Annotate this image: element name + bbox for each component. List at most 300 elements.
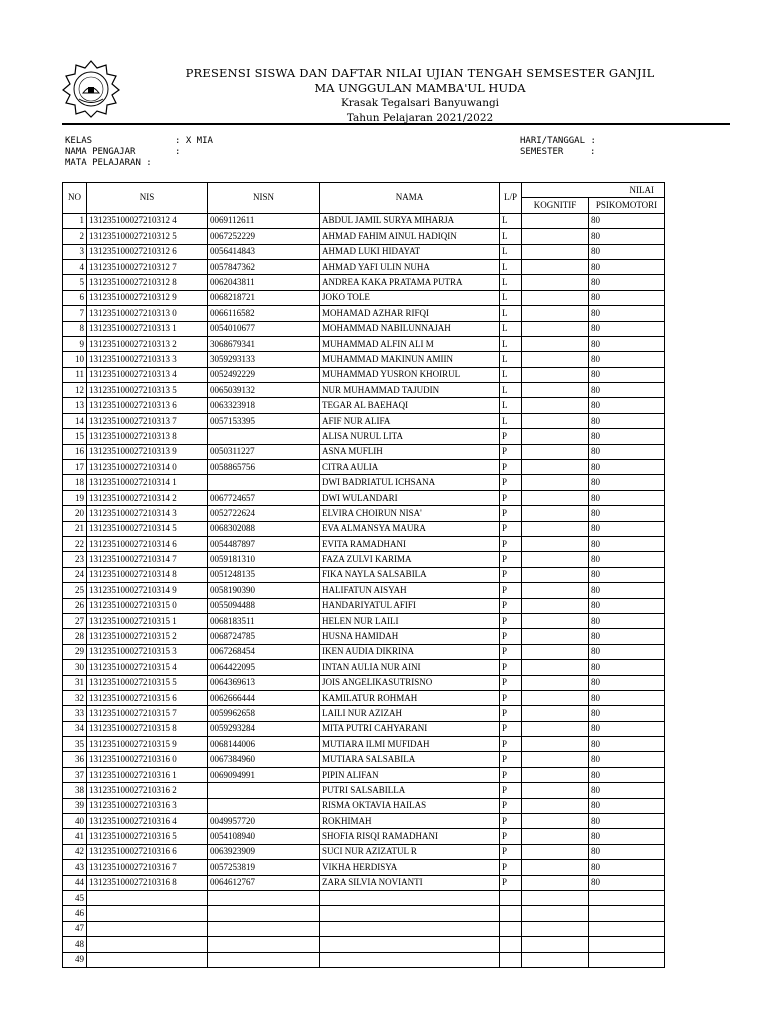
cell-nis: 131235100027210316 2	[87, 783, 208, 798]
table-row	[63, 875, 665, 890]
cell-kog	[522, 937, 589, 952]
cell-lp: L	[500, 213, 522, 228]
academic-year: Tahun Pelajaran 2021/2022	[346, 112, 494, 124]
table-row	[63, 567, 665, 582]
cell-nama	[320, 952, 500, 967]
cell-nisn: 0054487897	[208, 536, 320, 551]
table-row	[63, 413, 665, 428]
cell-nisn: 0062043811	[208, 275, 320, 290]
cell-no: 17	[63, 460, 87, 475]
cell-no: 47	[63, 921, 87, 936]
cell-lp: P	[500, 844, 522, 859]
cell-kog	[522, 321, 589, 336]
table-row	[63, 367, 665, 382]
cell-nis: 131235100027210313 3	[87, 352, 208, 367]
cell-nama: SUCI NUR AZIZATUL R	[320, 844, 500, 859]
cell-nisn	[208, 798, 320, 813]
table-row	[63, 444, 665, 459]
cell-nisn: 0054010677	[208, 321, 320, 336]
cell-psi: 80	[589, 475, 665, 490]
cell-nama: RISMA OKTAVIA HAILAS	[320, 798, 500, 813]
cell-nama: KAMILATUR ROHMAH	[320, 690, 500, 705]
cell-nis: 131235100027210313 7	[87, 413, 208, 428]
cell-psi: 80	[589, 383, 665, 398]
cell-no: 4	[63, 259, 87, 274]
table-row	[63, 429, 665, 444]
cell-no: 29	[63, 644, 87, 659]
col-header-nama: NAMA	[320, 183, 500, 214]
cell-psi: 80	[589, 783, 665, 798]
cell-nama: JOKO TOLE	[320, 290, 500, 305]
cell-lp: P	[500, 552, 522, 567]
cell-nama: PUTRI SALSABILLA	[320, 783, 500, 798]
table-row	[63, 752, 665, 767]
cell-kog	[522, 952, 589, 967]
table-row	[63, 706, 665, 721]
table-row	[63, 737, 665, 752]
cell-kog	[522, 690, 589, 705]
cell-psi: 80	[589, 536, 665, 551]
col-header-lp: L/P	[500, 183, 522, 214]
cell-nis: 131235100027210316 7	[87, 860, 208, 875]
cell-psi: 80	[589, 798, 665, 813]
table-row	[63, 244, 665, 259]
cell-lp: P	[500, 675, 522, 690]
cell-nis: 131235100027210314 2	[87, 490, 208, 505]
cell-nama	[320, 906, 500, 921]
cell-psi: 80	[589, 552, 665, 567]
cell-psi: 80	[589, 413, 665, 428]
cell-nisn: 0059962658	[208, 706, 320, 721]
table-row	[63, 598, 665, 613]
cell-no: 44	[63, 875, 87, 890]
cell-no: 45	[63, 890, 87, 905]
cell-nisn	[208, 906, 320, 921]
cell-kog	[522, 444, 589, 459]
cell-nisn: 0054108940	[208, 829, 320, 844]
cell-psi: 80	[589, 521, 665, 536]
cell-nis: 131235100027210314 8	[87, 567, 208, 582]
table-row	[63, 629, 665, 644]
cell-no: 31	[63, 675, 87, 690]
col-header-nilai: NILAI	[522, 183, 665, 198]
cell-nama: AFIF NUR ALIFA	[320, 413, 500, 428]
cell-lp: L	[500, 306, 522, 321]
cell-nis: 131235100027210314 9	[87, 583, 208, 598]
cell-no: 32	[63, 690, 87, 705]
cell-nis: 131235100027210316 8	[87, 875, 208, 890]
cell-nis: 131235100027210315 4	[87, 660, 208, 675]
cell-nisn: 0068302088	[208, 521, 320, 536]
table-row	[63, 213, 665, 228]
cell-nama: LAILI NUR AZIZAH	[320, 706, 500, 721]
cell-nis	[87, 890, 208, 905]
cell-nis: 131235100027210315 8	[87, 721, 208, 736]
cell-kog	[522, 860, 589, 875]
cell-nisn	[208, 921, 320, 936]
table-row	[63, 536, 665, 551]
cell-nisn: 0069112611	[208, 213, 320, 228]
cell-psi: 80	[589, 690, 665, 705]
cell-nis	[87, 906, 208, 921]
cell-kog	[522, 506, 589, 521]
table-row	[63, 783, 665, 798]
cell-nisn: 0065039132	[208, 383, 320, 398]
semester-label: SEMESTER	[520, 147, 564, 157]
cell-psi: 80	[589, 767, 665, 782]
cell-nisn	[208, 937, 320, 952]
cell-nis: 131235100027210314 0	[87, 460, 208, 475]
cell-nama: MUHAMMAD ALFIN ALI M	[320, 336, 500, 351]
cell-nis: 131235100027210313 6	[87, 398, 208, 413]
cell-nis: 131235100027210313 9	[87, 444, 208, 459]
cell-nis	[87, 937, 208, 952]
cell-nis: 131235100027210313 5	[87, 383, 208, 398]
cell-lp: L	[500, 383, 522, 398]
cell-lp: P	[500, 444, 522, 459]
cell-lp: P	[500, 783, 522, 798]
col-header-nisn: NISN	[208, 183, 320, 214]
cell-nama: EVITA RAMADHANI	[320, 536, 500, 551]
cell-nama: HUSNA HAMIDAH	[320, 629, 500, 644]
cell-nama: PIPIN ALIFAN	[320, 767, 500, 782]
cell-lp: L	[500, 413, 522, 428]
cell-nisn: 0064369613	[208, 675, 320, 690]
cell-psi: 80	[589, 644, 665, 659]
cell-psi: 80	[589, 336, 665, 351]
cell-nama: DWI WULANDARI	[320, 490, 500, 505]
cell-psi: 80	[589, 244, 665, 259]
cell-lp: L	[500, 290, 522, 305]
table-row	[63, 660, 665, 675]
cell-nama: CITRA AULIA	[320, 460, 500, 475]
cell-no: 20	[63, 506, 87, 521]
cell-nis: 131235100027210314 6	[87, 536, 208, 551]
cell-psi: 80	[589, 737, 665, 752]
cell-lp: P	[500, 706, 522, 721]
cell-lp: P	[500, 737, 522, 752]
cell-nisn: 0062666444	[208, 690, 320, 705]
cell-nis: 131235100027210316 4	[87, 814, 208, 829]
cell-nis: 131235100027210313 1	[87, 321, 208, 336]
cell-kog	[522, 629, 589, 644]
cell-nis: 131235100027210315 9	[87, 737, 208, 752]
cell-psi	[589, 952, 665, 967]
cell-psi: 80	[589, 460, 665, 475]
cell-nama: AHMAD FAHIM AINUL HADIQIN	[320, 229, 500, 244]
cell-lp: L	[500, 244, 522, 259]
cell-kog	[522, 398, 589, 413]
cell-no: 43	[63, 860, 87, 875]
cell-nis: 131235100027210313 2	[87, 336, 208, 351]
cell-nisn: 0055094488	[208, 598, 320, 613]
cell-nisn: 0059181310	[208, 552, 320, 567]
cell-nama: TEGAR AL BAEHAQI	[320, 398, 500, 413]
table-row	[63, 721, 665, 736]
cell-psi: 80	[589, 675, 665, 690]
cell-kog	[522, 429, 589, 444]
cell-nis: 131235100027210316 0	[87, 752, 208, 767]
table-row	[63, 321, 665, 336]
cell-nisn: 0064422095	[208, 660, 320, 675]
cell-nisn: 0064612767	[208, 875, 320, 890]
cell-nisn: 0057153395	[208, 413, 320, 428]
cell-psi	[589, 906, 665, 921]
table-row	[63, 675, 665, 690]
cell-nis: 131235100027210312 8	[87, 275, 208, 290]
cell-lp: P	[500, 767, 522, 782]
cell-nisn: 0050311227	[208, 444, 320, 459]
cell-no: 8	[63, 321, 87, 336]
cell-nama: SHOFIA RISQI RAMADHANI	[320, 829, 500, 844]
cell-nisn: 0068218721	[208, 290, 320, 305]
cell-lp: P	[500, 506, 522, 521]
cell-nama: VIKHA HERDISYA	[320, 860, 500, 875]
cell-psi: 80	[589, 567, 665, 582]
cell-kog	[522, 536, 589, 551]
school-name: MA UNGGULAN MAMBA'UL HUDA	[314, 81, 526, 95]
cell-kog	[522, 413, 589, 428]
school-emblem-icon	[62, 60, 120, 118]
cell-kog	[522, 721, 589, 736]
cell-no: 48	[63, 937, 87, 952]
cell-kog	[522, 783, 589, 798]
hari-value: :	[590, 136, 596, 146]
cell-nisn: 0057253819	[208, 860, 320, 875]
cell-kog	[522, 213, 589, 228]
cell-nama: MOHAMAD AZHAR RIFQI	[320, 306, 500, 321]
document-header	[150, 66, 690, 126]
cell-nisn	[208, 429, 320, 444]
cell-nis: 131235100027210312 5	[87, 229, 208, 244]
cell-psi: 80	[589, 429, 665, 444]
cell-no: 18	[63, 475, 87, 490]
cell-kog	[522, 613, 589, 628]
cell-no: 25	[63, 583, 87, 598]
cell-lp: P	[500, 429, 522, 444]
attendance-table	[62, 182, 665, 968]
cell-nis: 131235100027210315 1	[87, 613, 208, 628]
cell-nama: HALIFATUN AISYAH	[320, 583, 500, 598]
cell-nis: 131235100027210316 3	[87, 798, 208, 813]
cell-no: 5	[63, 275, 87, 290]
cell-lp: P	[500, 490, 522, 505]
cell-no: 14	[63, 413, 87, 428]
cell-lp: P	[500, 629, 522, 644]
cell-kog	[522, 767, 589, 782]
table-row	[63, 860, 665, 875]
cell-kog	[522, 875, 589, 890]
cell-nama: MUHAMMAD YUSRON KHOIRUL	[320, 367, 500, 382]
table-row	[63, 352, 665, 367]
cell-no: 49	[63, 952, 87, 967]
cell-lp: L	[500, 229, 522, 244]
cell-no: 22	[63, 536, 87, 551]
cell-kog	[522, 306, 589, 321]
cell-nama: INTAN AULIA NUR AINI	[320, 660, 500, 675]
cell-psi: 80	[589, 844, 665, 859]
cell-psi: 80	[589, 275, 665, 290]
cell-nisn: 0051248135	[208, 567, 320, 582]
cell-psi: 80	[589, 860, 665, 875]
cell-nama: ROKHIMAH	[320, 814, 500, 829]
cell-psi: 80	[589, 259, 665, 274]
table-body	[63, 213, 665, 967]
cell-nis: 131235100027210314 5	[87, 521, 208, 536]
meta-right	[520, 136, 596, 158]
cell-no: 2	[63, 229, 87, 244]
cell-nis: 131235100027210313 0	[87, 306, 208, 321]
cell-psi: 80	[589, 721, 665, 736]
cell-nisn: 0067268454	[208, 644, 320, 659]
cell-nama: ZARA SILVIA NOVIANTI	[320, 875, 500, 890]
cell-kog	[522, 275, 589, 290]
table-row	[63, 690, 665, 705]
cell-nis: 131235100027210315 6	[87, 690, 208, 705]
table-row	[63, 814, 665, 829]
cell-psi: 80	[589, 583, 665, 598]
table-row	[63, 490, 665, 505]
table-row	[63, 290, 665, 305]
cell-lp: P	[500, 814, 522, 829]
cell-nama	[320, 921, 500, 936]
cell-no: 34	[63, 721, 87, 736]
cell-nis	[87, 921, 208, 936]
cell-lp: P	[500, 875, 522, 890]
cell-kog	[522, 644, 589, 659]
cell-nis: 131235100027210316 1	[87, 767, 208, 782]
cell-no: 9	[63, 336, 87, 351]
cell-kog	[522, 921, 589, 936]
cell-no: 1	[63, 213, 87, 228]
cell-kog	[522, 490, 589, 505]
cell-nis: 131235100027210314 3	[87, 506, 208, 521]
cell-lp	[500, 906, 522, 921]
cell-nisn: 0052492229	[208, 367, 320, 382]
col-header-nis: NIS	[87, 183, 208, 214]
cell-no: 28	[63, 629, 87, 644]
cell-nisn: 0067384960	[208, 752, 320, 767]
cell-nis: 131235100027210312 4	[87, 213, 208, 228]
cell-no: 41	[63, 829, 87, 844]
cell-nisn: 0068724785	[208, 629, 320, 644]
cell-lp: L	[500, 367, 522, 382]
cell-nama: NUR MUHAMMAD TAJUDIN	[320, 383, 500, 398]
cell-lp: P	[500, 798, 522, 813]
table-row	[63, 921, 665, 936]
cell-kog	[522, 229, 589, 244]
cell-kog	[522, 244, 589, 259]
cell-psi: 80	[589, 706, 665, 721]
cell-lp: P	[500, 598, 522, 613]
cell-psi: 80	[589, 352, 665, 367]
cell-lp: P	[500, 644, 522, 659]
cell-psi	[589, 890, 665, 905]
cell-lp: P	[500, 660, 522, 675]
cell-nis: 131235100027210315 7	[87, 706, 208, 721]
cell-kog	[522, 660, 589, 675]
cell-kog	[522, 259, 589, 274]
cell-nis: 131235100027210315 3	[87, 644, 208, 659]
cell-lp: P	[500, 583, 522, 598]
cell-kog	[522, 352, 589, 367]
cell-no: 39	[63, 798, 87, 813]
cell-nisn: 0068144006	[208, 737, 320, 752]
cell-kog	[522, 367, 589, 382]
cell-kog	[522, 737, 589, 752]
cell-kog	[522, 598, 589, 613]
cell-lp: P	[500, 536, 522, 551]
cell-nisn: 0057847362	[208, 259, 320, 274]
cell-lp: L	[500, 321, 522, 336]
cell-psi: 80	[589, 367, 665, 382]
col-header-no: NO	[63, 183, 87, 214]
cell-nisn: 0068183511	[208, 613, 320, 628]
cell-nisn: 0056414843	[208, 244, 320, 259]
cell-kog	[522, 814, 589, 829]
cell-kog	[522, 336, 589, 351]
cell-kog	[522, 475, 589, 490]
cell-nisn	[208, 783, 320, 798]
school-address: Krasak Tegalsari Banyuwangi	[340, 97, 500, 109]
cell-nis: 131235100027210315 5	[87, 675, 208, 690]
cell-no: 10	[63, 352, 87, 367]
cell-no: 3	[63, 244, 87, 259]
table-row	[63, 259, 665, 274]
cell-lp: P	[500, 690, 522, 705]
cell-nama: DWI BADRIATUL ICHSANA	[320, 475, 500, 490]
table-row	[63, 506, 665, 521]
cell-nisn: 3068679341	[208, 336, 320, 351]
cell-nama: MUHAMMAD MAKINUN AMIIN	[320, 352, 500, 367]
cell-kog	[522, 567, 589, 582]
cell-lp: P	[500, 460, 522, 475]
cell-lp: L	[500, 398, 522, 413]
table-row	[63, 613, 665, 628]
cell-nama: MITA PUTRI CAHYARANI	[320, 721, 500, 736]
cell-psi: 80	[589, 875, 665, 890]
kelas-value: : X MIA	[175, 136, 213, 146]
cell-lp	[500, 890, 522, 905]
title-line: PRESENSI SISWA DAN DAFTAR NILAI UJIAN TENGAH SEMSESTER GANJIL	[185, 66, 655, 80]
table-row	[63, 306, 665, 321]
cell-nama: ALISA NURUL LITA	[320, 429, 500, 444]
cell-nisn: 0052722624	[208, 506, 320, 521]
cell-lp: P	[500, 475, 522, 490]
table-row	[63, 844, 665, 859]
cell-nis: 131235100027210312 6	[87, 244, 208, 259]
cell-kog	[522, 383, 589, 398]
cell-lp: L	[500, 259, 522, 274]
cell-lp	[500, 937, 522, 952]
table-row	[63, 583, 665, 598]
cell-nama: MUTIARA SALSABILA	[320, 752, 500, 767]
cell-kog	[522, 752, 589, 767]
cell-no: 6	[63, 290, 87, 305]
cell-psi: 80	[589, 444, 665, 459]
meta-left	[65, 136, 213, 169]
cell-psi: 80	[589, 506, 665, 521]
cell-nama: HANDARIYATUL AFIFI	[320, 598, 500, 613]
cell-kog	[522, 552, 589, 567]
table-row	[63, 798, 665, 813]
cell-nama: IKEN AUDIA DIKRINA	[320, 644, 500, 659]
table-row	[63, 829, 665, 844]
cell-nis: 131235100027210314 1	[87, 475, 208, 490]
cell-kog	[522, 890, 589, 905]
cell-lp: P	[500, 860, 522, 875]
cell-no: 21	[63, 521, 87, 536]
